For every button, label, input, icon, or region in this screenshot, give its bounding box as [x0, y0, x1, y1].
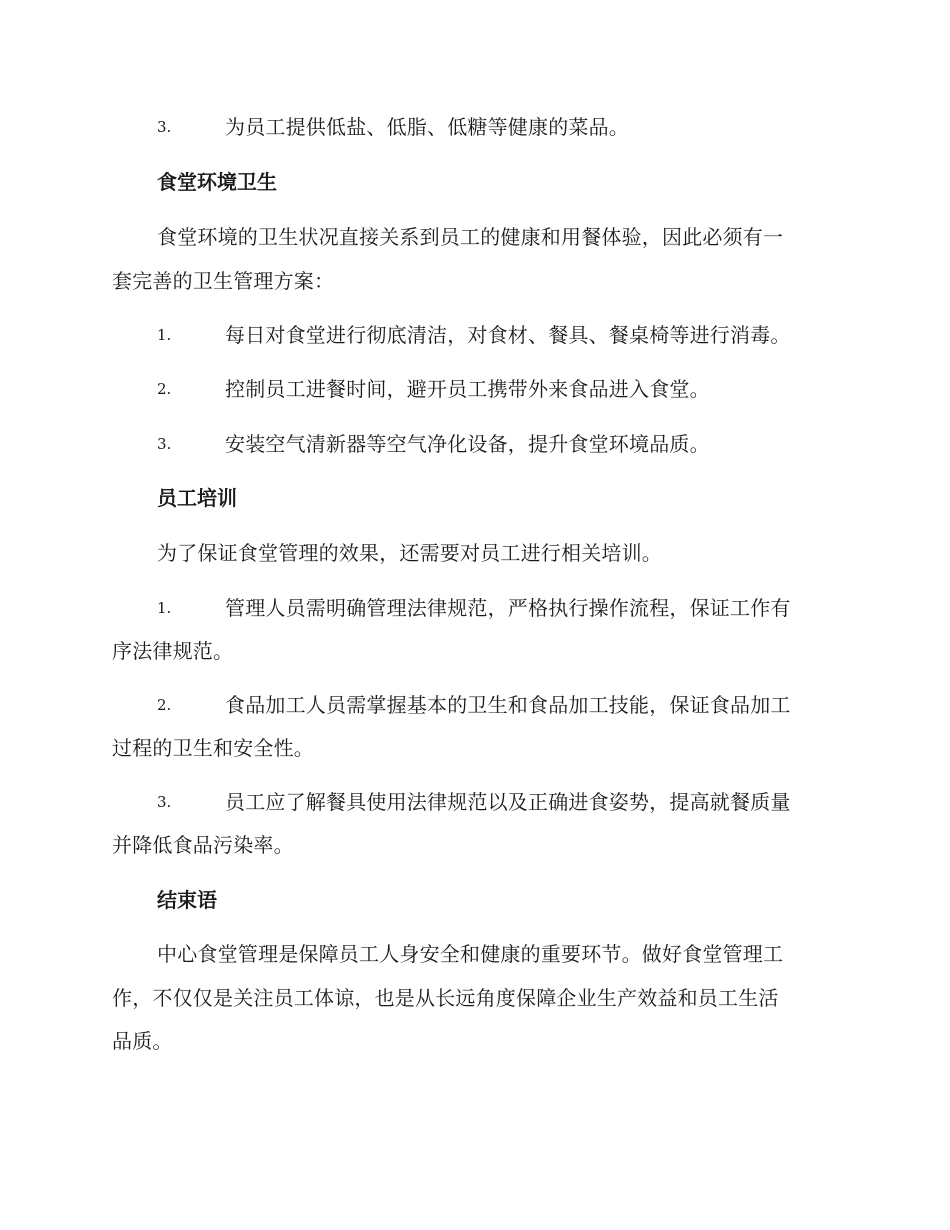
list-number: 1. — [157, 599, 172, 617]
list-number: 3. — [157, 793, 172, 811]
list-item-text: 食品加工人员需掌握基本的卫生和食品加工技能，保证食品加工 — [225, 693, 791, 717]
list-item-text: 管理人员需明确管理法律规范，严格执行操作流程，保证工作有 — [225, 596, 791, 620]
list-number: 2. — [157, 696, 172, 714]
list-item-text: 安装空气清新器等空气净化设备，提升食堂环境品质。 — [225, 432, 710, 456]
list-item-text: 序法律规范。 — [112, 639, 234, 663]
list-number: 2. — [157, 380, 172, 398]
list-number: 3. — [157, 118, 172, 136]
paragraph-line: 作，不仅仅是关注员工体谅，也是从长远角度保障企业生产效益和员工生活 — [112, 986, 779, 1010]
paragraph-line: 品质。 — [112, 1029, 173, 1053]
list-item-text: 员工应了解餐具使用法律规范以及正确进食姿势，提高就餐质量 — [225, 790, 791, 814]
section-heading-training: 员工培训 — [157, 486, 237, 510]
list-item-text: 并降低食品污染率。 — [112, 833, 294, 857]
list-number: 3. — [157, 435, 172, 453]
list-number: 1. — [157, 326, 172, 344]
list-item-text: 为员工提供低盐、低脂、低糖等健康的菜品。 — [225, 115, 629, 139]
list-item-text: 每日对食堂进行彻底清洁，对食材、餐具、餐桌椅等进行消毒。 — [225, 323, 791, 347]
paragraph-line: 中心食堂管理是保障员工人身安全和健康的重要环节。做好食堂管理工 — [157, 942, 784, 966]
paragraph-line: 为了保证食堂管理的效果，还需要对员工进行相关培训。 — [157, 541, 662, 565]
section-heading-conclusion: 结束语 — [157, 888, 217, 912]
list-item-text: 过程的卫生和安全性。 — [112, 736, 314, 760]
paragraph-line: 套完善的卫生管理方案： — [112, 269, 335, 293]
paragraph-line: 食堂环境的卫生状况直接关系到员工的健康和用餐体验，因此必须有一 — [157, 225, 784, 249]
section-heading-hygiene: 食堂环境卫生 — [157, 170, 277, 194]
list-item-text: 控制员工进餐时间，避开员工携带外来食品进入食堂。 — [225, 377, 710, 401]
